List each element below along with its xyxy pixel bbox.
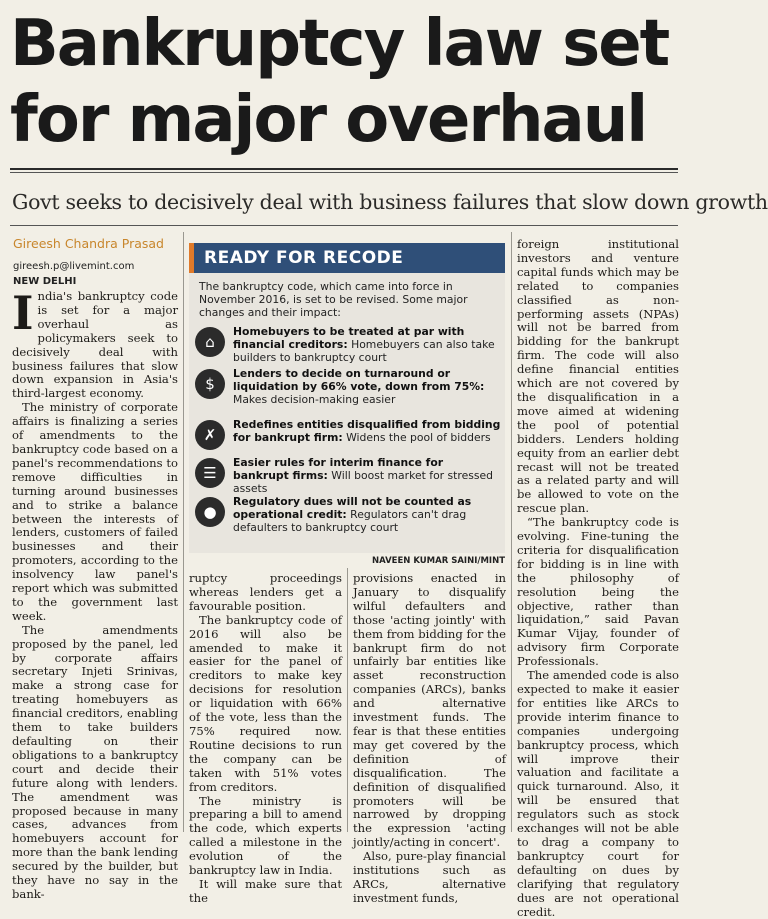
column-divider-3 xyxy=(511,232,512,832)
box-item-body: Makes decision-making easier xyxy=(233,393,396,406)
column-2 xyxy=(189,572,342,906)
box-item-text xyxy=(233,495,501,534)
author-name: Gireesh Chandra Prasad xyxy=(13,236,164,251)
drop-cap: I xyxy=(12,286,34,340)
col3-paragraph-1: provisions enacted in January to disqualify wilful defaulters and those 'acting jointly' with them from bidding for the bankrupt firm do not unfairly bar entities like asset reconstruction companies (ARCs), banks and alternative investment funds. The fear is that these entities may get covered by the definition of disqualification. The definition of disqualified promoters will be narrowed by dropping the expression 'acting jointly/acting in concert'. xyxy=(353,571,506,850)
box-title: READY FOR RECODE xyxy=(189,243,505,273)
subheadline: Govt seeks to decisively deal with business failures that slow down growth xyxy=(12,190,768,214)
money-hand-icon: $ xyxy=(195,369,225,399)
box-item-body: Homebuyers can also take builders to bankruptcy court xyxy=(233,338,495,364)
box-item-entities xyxy=(195,418,501,456)
headline-line-2: for major overhaul xyxy=(10,83,647,157)
headline-line-1: Bankruptcy law set xyxy=(10,7,669,81)
box-item-text xyxy=(233,325,501,364)
box-item-head: Homebuyers to be treated at par with financial creditors: xyxy=(233,325,465,351)
col1-paragraph-3: The amendments proposed by the panel, led by corporate affairs secretary Injeti Srinivas, make a strong case for treating homebuyers as financial creditors, enabling them to take builders defaulting on their obligations to a bankruptcy court and decide their future along with lenders. The amendment was proposed because in many cases, advances from homebuyers account for more than the bank lending secured by the builder, but they have no say in the bank- xyxy=(12,622,178,901)
box-intro: The bankruptcy code, which came into force in November 2016, is set to be revised. Some major changes and their impact: xyxy=(199,280,468,319)
headline xyxy=(10,6,680,158)
subhead-rule xyxy=(10,225,678,226)
box-item-text xyxy=(233,367,501,406)
box-item-regulatory-dues xyxy=(195,495,501,533)
column-divider-2 xyxy=(347,568,348,832)
box-item-body: Regulators can't drag defaulters to bankruptcy court xyxy=(233,508,467,534)
box-item-head: Regulatory dues will not be counted as operational credit: xyxy=(233,495,472,521)
col1-paragraph-2: The ministry of corporate affairs is finalizing a series of amendments to the bankruptcy code based on a panel's recommendations to remove difficulties in turning around businesses and to strike a balance between the interests of lenders, customers of failed businesses and their promoters, according to the insolvency law panel's report which was submitted to the government last week. xyxy=(12,400,178,623)
byline xyxy=(13,236,164,287)
box-item-text xyxy=(233,456,501,495)
column-4 xyxy=(517,238,679,919)
ready-for-recode-box xyxy=(189,243,505,553)
graphic-credit: NAVEEN KUMAR SAINI/MINT xyxy=(371,556,505,566)
col4-paragraph-2: “The bankruptcy code is evolving. Fine-tuning the criteria for disqualification for bidding is in line with the philosophy of resolution being the objective, rather than liquidation,” said Pavan Kumar Vijay, founder of advisory firm Corporate Professionals. xyxy=(517,515,679,669)
box-item-interim-finance xyxy=(195,456,501,494)
column-1 xyxy=(12,286,178,902)
col2-paragraph-3: The ministry is preparing a bill to amend the code, which experts called a milestone in the evolution of the bankruptcy law in India. xyxy=(189,793,342,878)
col4-paragraph-1: foreign institutional investors and venture capital funds which may be related to companies classified as non-performing assets (NPAs) will not be barred from bidding for the bankrupt firm. The code will also define financial entities which are not covered by the disqualification in a move aimed at widening the pool of potential bidders. Lenders holding equity from an earlier debt recast will not be treated as a related party and will be allowed to vote on the rescue plan. xyxy=(517,237,679,516)
col4-paragraph-3: The amended code is also expected to make it easier for entities like ARCs to provide interim finance to companies undergoing bankruptcy process, which will improve their valuation and facilitate a quick turnaround. Also, it will be ensured that regulators such as stock exchanges will not be able to drag a company to bankruptcy court for defaulting on dues by clarifying that regulatory dues are not operational credit. xyxy=(517,668,679,919)
box-item-text xyxy=(233,418,501,444)
author-email[interactable]: gireesh.p@livemint.com xyxy=(13,261,135,272)
column-divider-1 xyxy=(183,232,184,832)
col3-paragraph-2: Also, pure-play financial institutions such as ARCs, alternative investment funds, xyxy=(353,849,506,905)
person-icon: ● xyxy=(195,497,225,527)
headline-rule xyxy=(10,168,678,170)
box-item-body: Will boost market for stressed assets xyxy=(233,469,494,495)
box-item-head: Redefines entities disqualified from bidding for bankrupt firm: xyxy=(233,418,501,444)
box-item-body: Widens the pool of bidders xyxy=(342,431,491,444)
box-item-lenders xyxy=(195,367,501,405)
dateline: NEW DELHI xyxy=(13,276,77,287)
box-item-head: Easier rules for interim finance for bankrupt firms: xyxy=(233,456,444,482)
headline-rule-thin xyxy=(10,172,678,173)
document-icon: ☰ xyxy=(195,458,225,488)
col2-paragraph-2: The bankruptcy code of 2016 will also be amended to make it easier for the panel of creditors to make key decisions for resolution or liquidation with 66% of the vote, less than the 75% required now. Routine decisions to run the company can be taken with 51% votes from creditors. xyxy=(189,612,342,794)
col2-paragraph-1: ruptcy proceedings whereas lenders get a favourable position. xyxy=(189,571,342,613)
column-3 xyxy=(353,572,506,906)
col2-paragraph-4: It will make sure that the xyxy=(189,876,342,905)
box-item-head: Lenders to decide on turnaround or liquidation by 66% vote, down from 75%: xyxy=(233,367,485,393)
col1-paragraph-1 xyxy=(12,286,178,401)
box-item-homebuyers xyxy=(195,325,501,363)
house-icon: ⌂ xyxy=(195,327,225,357)
disqualify-icon: ✗ xyxy=(195,420,225,450)
col1-p1-text: ndia's bankruptcy code is set for a major overhaul as policymakers seek to decisively deal with business failures that slow down expansion in Asia's third-largest economy. xyxy=(12,289,178,401)
